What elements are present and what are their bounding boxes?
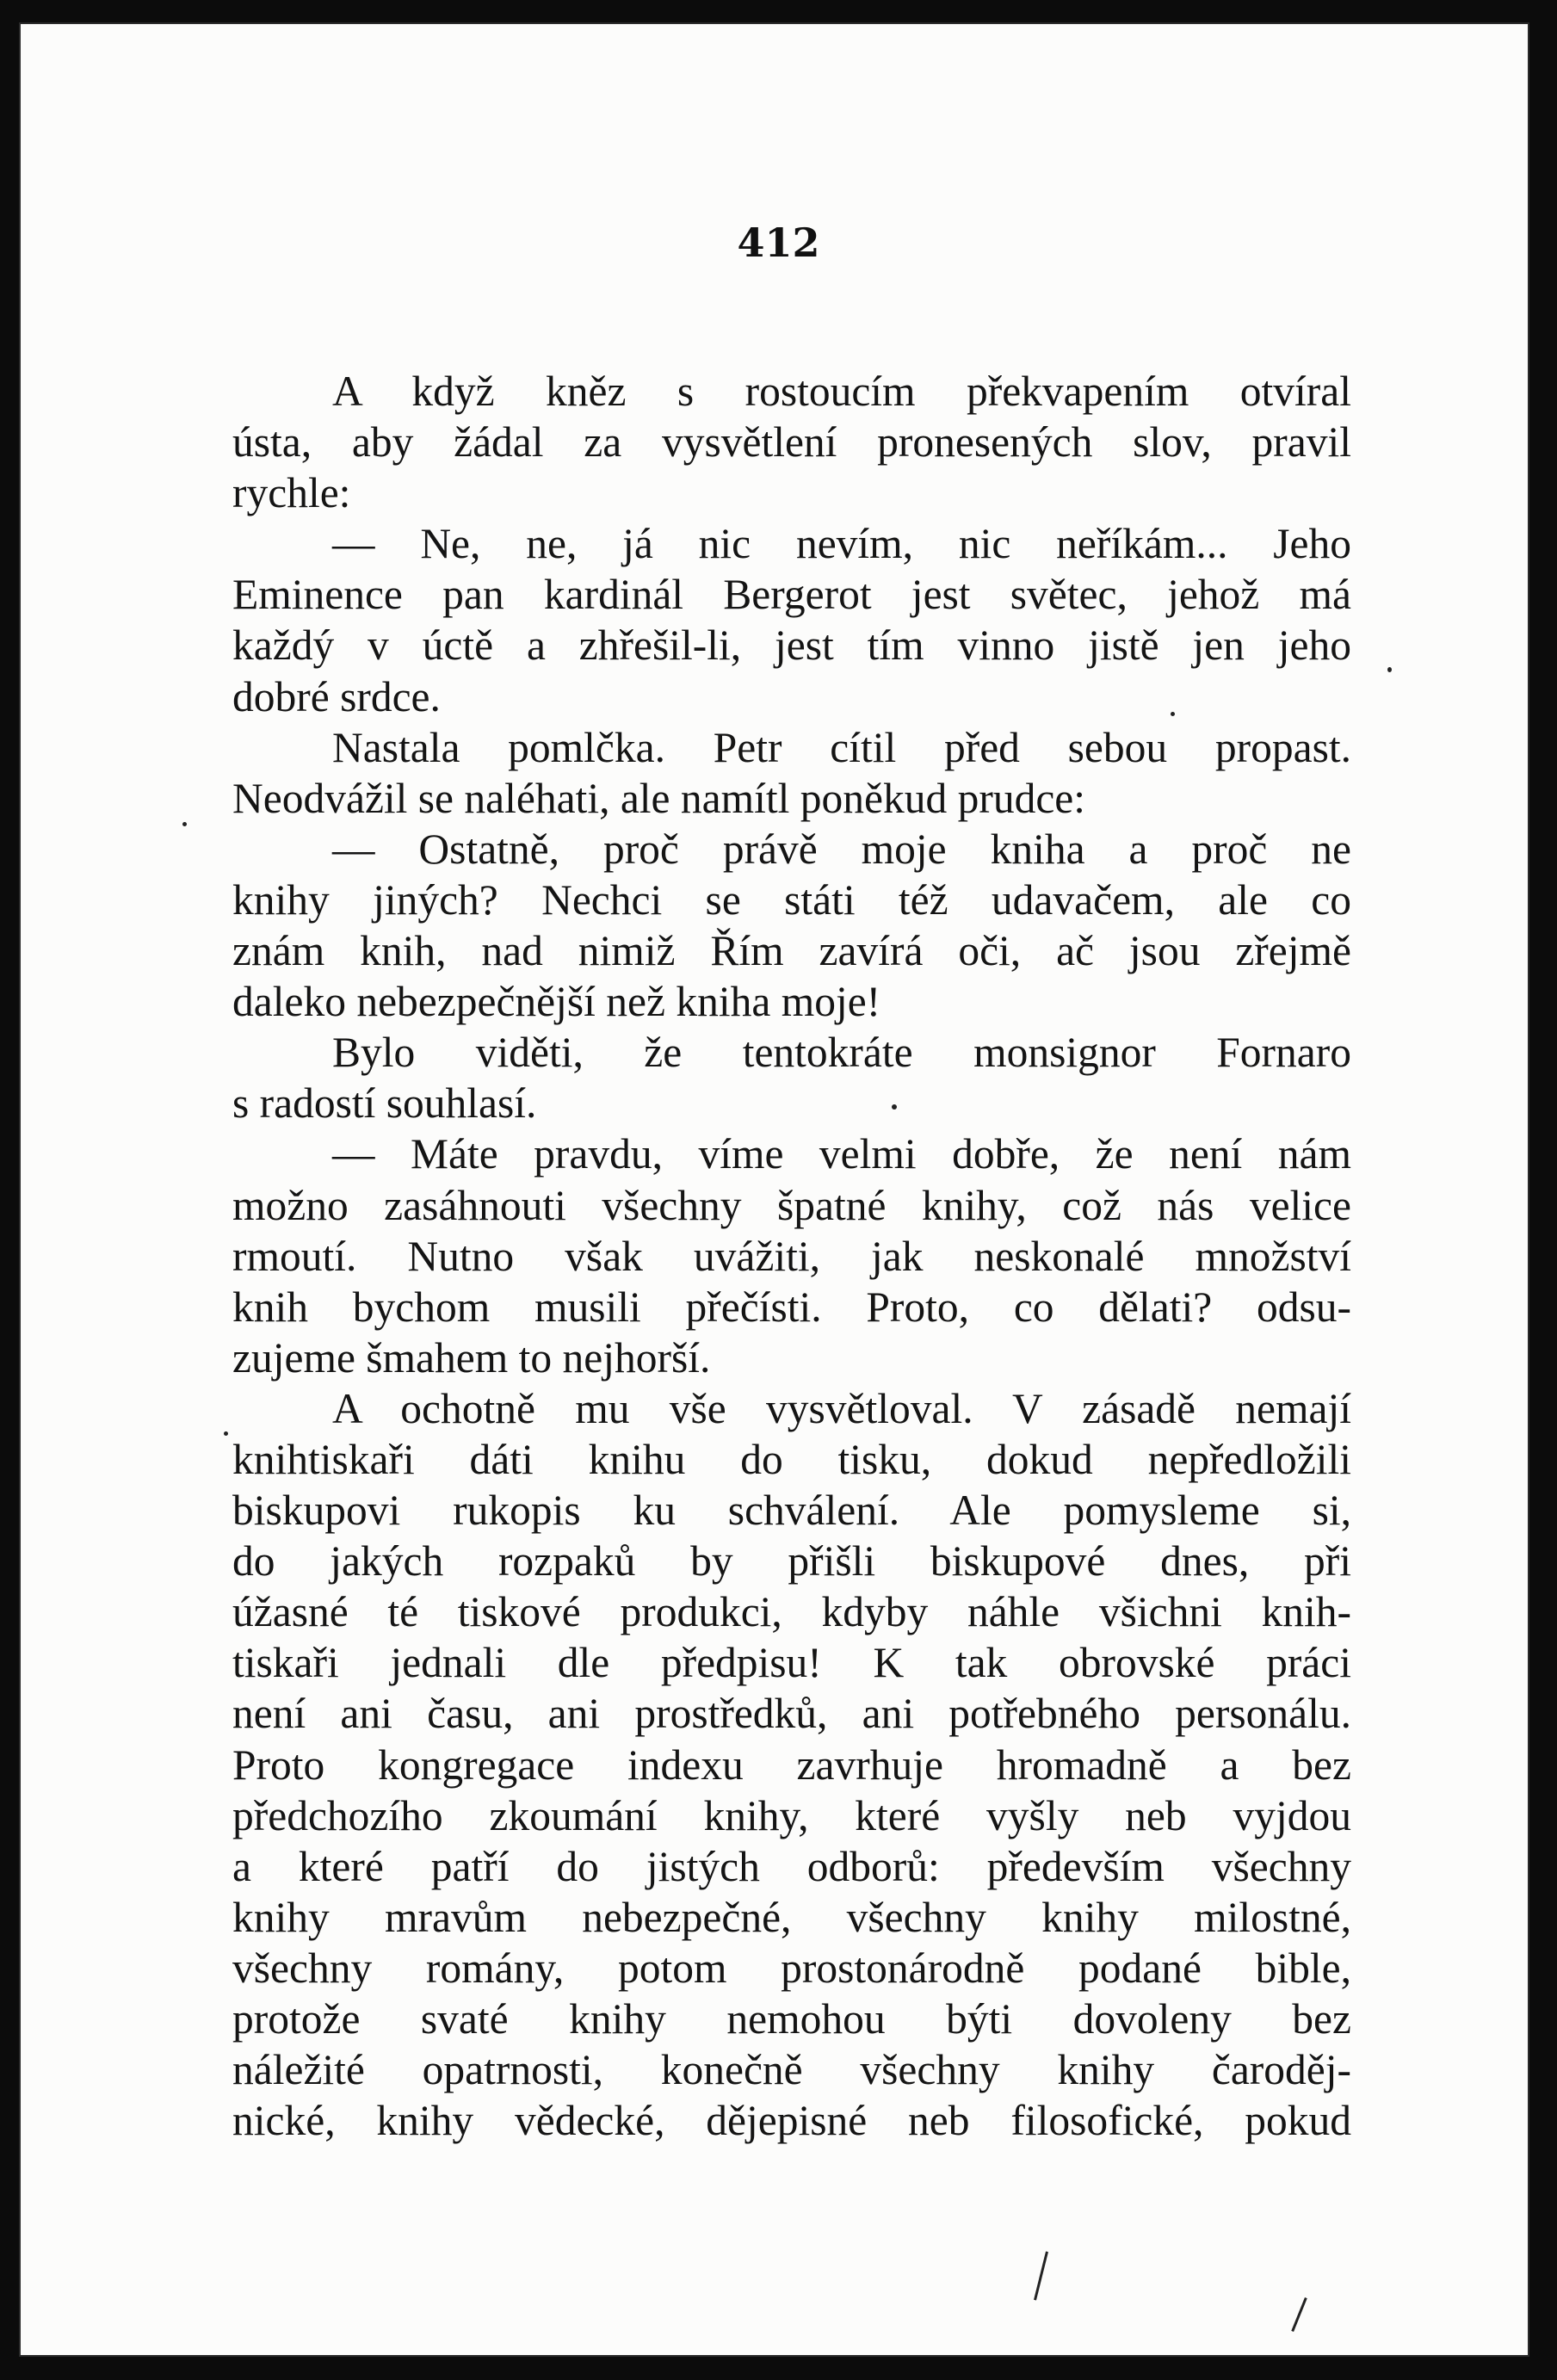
text-line: dobré srdce. xyxy=(232,672,441,720)
text-line: možno zasáhnouti všechny špatné knihy, což nás velice xyxy=(232,1181,1351,1229)
text-line: rychle: xyxy=(232,469,351,517)
scan-speck xyxy=(892,1104,897,1110)
text-line: s radostí souhlasí. xyxy=(232,1079,537,1128)
text-line: náležité opatrnosti, konečně všechny knihy čaroděj- xyxy=(232,2046,1351,2094)
scan-speck xyxy=(224,1431,228,1436)
text-line: — Ostatně, proč právě moje kniha a proč ne xyxy=(332,825,1351,873)
text-line: a které patří do jistých odborů: především všechny xyxy=(232,1842,1351,1890)
text-line: protože svaté knihy nemohou býti dovoleny bez xyxy=(232,1995,1351,2043)
text-line: ústa, aby žádal za vysvětlení pronesených slov, pravil xyxy=(232,418,1351,467)
text-line: Nastala pomlčka. Petr cítil před sebou propast. xyxy=(332,723,1351,771)
text-line: A ochotně mu vše vysvětloval. V zásadě nemají xyxy=(332,1384,1351,1432)
text-line: všechny romány, potom prostonárodně podané bible, xyxy=(232,1944,1351,1992)
text-line: tiskaři jednali dle předpisu! K tak obrovské práci xyxy=(232,1639,1351,1687)
text-line: A když kněz s rostoucím překvapením otvíral xyxy=(332,368,1351,415)
text-line: Eminence pan kardinál Bergerot jest světec, jehož má xyxy=(232,571,1351,619)
text-line: — Máte pravdu, víme velmi dobře, že není nám xyxy=(332,1130,1351,1178)
text-line: nické, knihy vědecké, dějepisné neb filosofické, pokud xyxy=(232,2097,1351,2145)
text-line: Neodvážil se naléhati, ale namítl poněkud prudce: xyxy=(232,774,1086,822)
text-line: rmoutí. Nutno však uvážiti, jak neskonalé množství xyxy=(232,1232,1351,1280)
text-line: knih bychom musili přečísti. Proto, co dělati? odsu- xyxy=(232,1283,1351,1331)
text-line: úžasné té tiskové produkci, kdyby náhle všichni knih- xyxy=(232,1588,1351,1636)
scan-speck xyxy=(1387,667,1392,672)
page-text xyxy=(232,366,1351,2146)
text-line: není ani času, ani prostředků, ani potřebného personálu. xyxy=(232,1690,1351,1738)
text-line: znám knih, nad nimiž Řím zavírá oči, ač jsou zřejmě xyxy=(232,927,1351,975)
text-line: — Ne, ne, já nic nevím, nic neříkám... Jeho xyxy=(332,520,1351,568)
text-line: Proto kongregace indexu zavrhuje hromadně a bez xyxy=(232,1740,1351,1789)
scan-speck xyxy=(1171,712,1175,716)
text-line: knihtiskaři dáti knihu do tisku, dokud nepředložili xyxy=(232,1435,1351,1483)
page-number: 412 xyxy=(737,219,820,266)
text-line: knihy mravům nebezpečné, všechny knihy milostné, xyxy=(232,1893,1351,1941)
text-line: knihy jiných? Nechci se státi též udavačem, ale co xyxy=(232,875,1351,924)
text-line: biskupovi rukopis ku schválení. Ale pomysleme si, xyxy=(232,1487,1351,1535)
text-line: daleko nebezpečnější než kniha moje! xyxy=(232,978,881,1026)
text-line: každý v úctě a zhřešil-li, jest tím vinno jistě jen jeho xyxy=(232,621,1351,670)
text-line: Bylo viděti, že tentokráte monsignor Fornaro xyxy=(332,1029,1351,1077)
scan-speck xyxy=(182,822,187,826)
text-line: předchozího zkoumání knihy, které vyšly neb vyjdou xyxy=(232,1791,1351,1839)
text-line: do jakých rozpaků by přišli biskupové dnes, při xyxy=(232,1537,1351,1586)
text-line: zujeme šmahem to nejhorší. xyxy=(232,1333,711,1382)
